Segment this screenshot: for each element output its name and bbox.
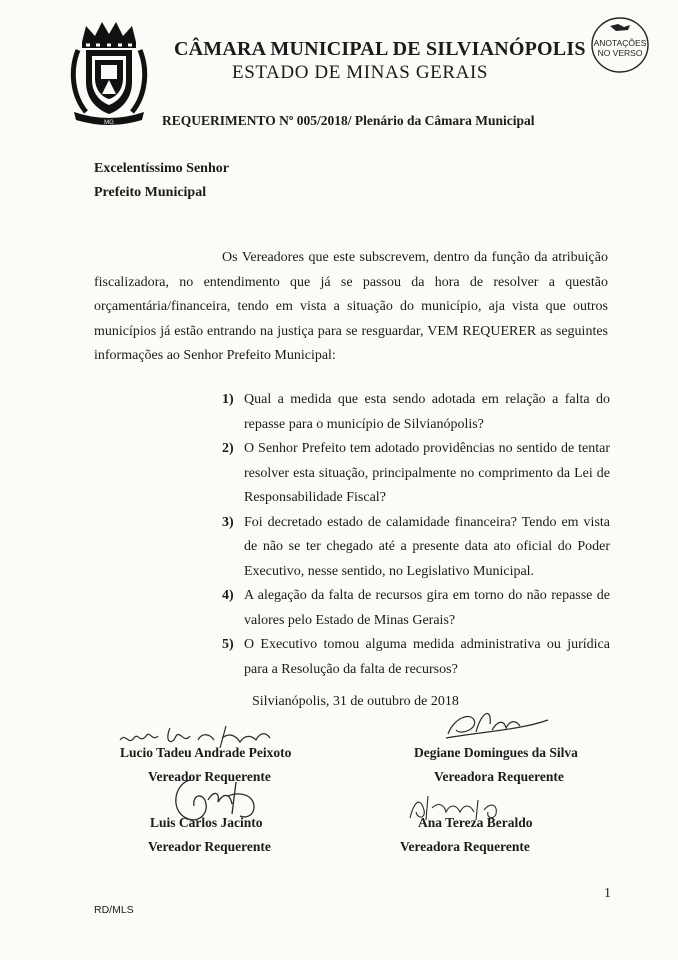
signatory-name-2: Degiane Domingues da Silva bbox=[414, 745, 578, 760]
crest-icon bbox=[68, 20, 150, 128]
request-reference: REQUERIMENTO Nº 005/2018/ Plenário da Câmara Municipal bbox=[162, 113, 535, 128]
item-text: O Senhor Prefeito tem adotado providências no sentido de tentar resolver esta situação, principalmente no comprimento da Lei de Responsabilidade Fiscal? bbox=[244, 441, 610, 505]
signature-scrawl-icon bbox=[440, 706, 550, 740]
body-paragraph bbox=[94, 246, 608, 369]
municipal-crest bbox=[68, 20, 150, 128]
item-text: Qual a medida que esta sendo adotada em relação a falta do repasse para o município de Silvianópolis? bbox=[244, 392, 610, 432]
institution-name: CÂMARA MUNICIPAL DE SILVIANÓPOLIS bbox=[174, 38, 586, 60]
footer-initials: RD/MLS bbox=[94, 904, 134, 916]
document-date: Silvianópolis, 31 de outubro de 2018 bbox=[252, 694, 459, 709]
list-item bbox=[222, 437, 610, 511]
page-number: 1 bbox=[604, 886, 611, 901]
signatory-role-1: Vereador Requerente bbox=[148, 769, 271, 784]
hand-pointer-icon bbox=[610, 24, 630, 31]
list-item bbox=[222, 633, 610, 682]
stamp-line-1: ANOTAÇÕES bbox=[593, 38, 647, 48]
crest-label: MG bbox=[104, 120, 114, 126]
annotation-stamp bbox=[590, 16, 650, 74]
item-number: 2) bbox=[222, 441, 234, 456]
signatory-name-1: Lucio Tadeu Andrade Peixoto bbox=[120, 745, 292, 760]
salutation-line-2: Prefeito Municipal bbox=[94, 185, 207, 200]
stamp-line-2: NO VERSO bbox=[597, 48, 643, 58]
signatory-name-4: Ana Tereza Beraldo bbox=[418, 815, 533, 830]
signatory-name-3: Luis Carlos Jacinto bbox=[150, 815, 263, 830]
item-number: 3) bbox=[222, 514, 234, 530]
list-item bbox=[222, 584, 610, 633]
item-number: 5) bbox=[222, 637, 234, 652]
request-items-list bbox=[222, 388, 610, 682]
item-text: Foi decretado estado de calamidade financeira? Tendo em vista de não se ter chegado até a presente data ato oficial do Poder Executivo, nesse sentido, no Legislativo Municipal. bbox=[244, 514, 610, 579]
signatory-role-2: Vereadora Requerente bbox=[434, 769, 564, 784]
signatory-role-4: Vereadora Requerente bbox=[400, 839, 530, 854]
item-number: 4) bbox=[222, 588, 234, 603]
institution-state: ESTADO DE MINAS GERAIS bbox=[232, 62, 489, 83]
item-number: 1) bbox=[222, 392, 234, 407]
item-text: A alegação da falta de recursos gira em torno do não repasse de valores pelo Estado de Minas Gerais? bbox=[244, 588, 610, 628]
item-text: O Executivo tomou alguma medida administrativa ou jurídica para a Resolução da falta de recursos? bbox=[244, 637, 610, 677]
body-text: Os Vereadores que este subscrevem, dentro da função da atribuição fiscalizadora, no entendimento que já se passou da hora de resolver a questão orçamentária/financeira, tendo em vista a situação do município, aja vista que outros municípios já estão entrando na justiça para se resguardar, VEM REQUERER as seguintes informações ao Senhor Prefeito Municipal: bbox=[94, 250, 608, 363]
list-item bbox=[222, 388, 610, 437]
salutation-line-1: Excelentíssimo Senhor bbox=[94, 161, 229, 176]
signatory-role-3: Vereador Requerente bbox=[148, 839, 271, 854]
list-item bbox=[222, 511, 610, 585]
